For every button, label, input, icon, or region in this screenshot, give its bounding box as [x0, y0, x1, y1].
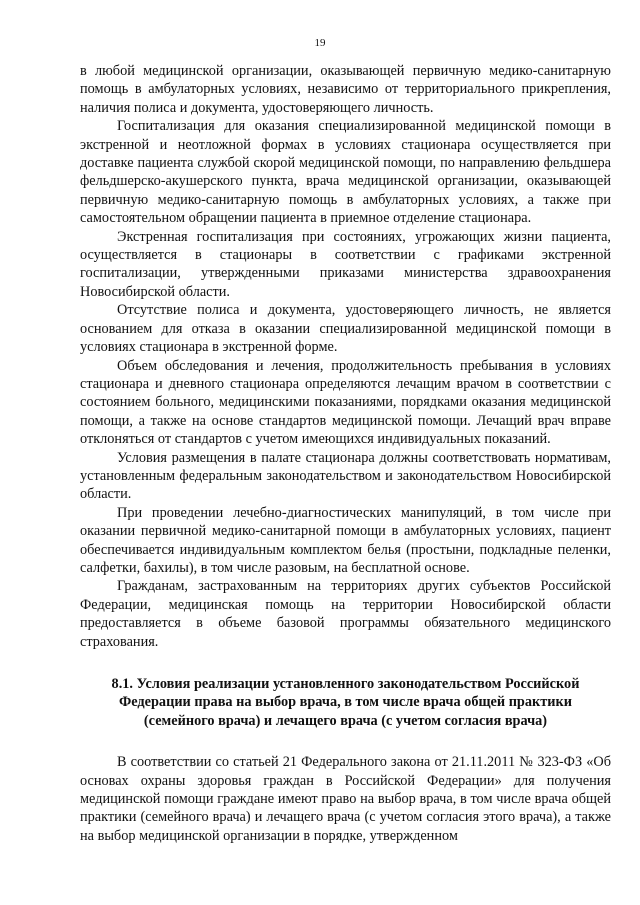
paragraph-other-regions: Гражданам, застрахованным на территориях других субъектов Российской Федерации, медицинская помощь на территории Новосибирской области предоставляется в объеме базовой программы обязательного медицинского страхования.: [80, 578, 611, 650]
paragraph-continuation: в любой медицинской организации, оказывающей первичную медико-санитарную помощь в амбулаторных условиях, независимо от территориального прикрепления, наличия полиса и документа, удостоверяющего личность.: [80, 63, 611, 116]
paragraph-hospitalization: Госпитализация для оказания специализированной медицинской помощи в экстренной и неотложной формах в условиях стационара осуществляется при доставке пациента службой скорой медицинской помощи, по направлению фельдшера фельдшерско-акушерского пункта, врача медицинской организации, оказывающей первичную медико-санитарную помощь в амбулаторных условиях, а также при самостоятельном обращении пациента в приемное отделение стационара.: [80, 118, 611, 227]
page-body: [80, 62, 611, 845]
paragraph-linen: При проведении лечебно-диагностических манипуляций, в том числе при оказании первичной медико-санитарной помощи в амбулаторных условиях, пациент обеспечивается индивидуальным комплектом белья (простыни, подкладные пеленки, салфетки, бахилы), в том числе разовым, на бесплатной основе.: [80, 504, 611, 576]
paragraph-no-policy: Отсутствие полиса и документа, удостоверяющего личность, не является основанием для отказа в оказании специализированной медицинской помощи в условиях стационара в экстренной форме.: [80, 302, 611, 356]
paragraph-treatment-scope: Объем обследования и лечения, продолжительность пребывания в условиях стационара и дневного стационара определяются лечащим врачом в соответствии с состоянием больного, медицинскими показаниями, порядками оказания медицинской помощи, а также на основе стандартов медицинской помощи. Лечащий врач вправе отклоняться от стандартов с учетом имеющихся индивидуальных показаний.: [80, 357, 611, 448]
section-paragraph: В соответствии со статьей 21 Федерального закона от 21.11.2011 № 323-ФЗ «Об основах охраны здоровья граждан в Российской Федерации» для получения медицинской помощи граждане имеют право на выбор врача, в том числе врача общей практики (семейного врача) и лечащего врача (с учетом согласия этого врача), а также на выбор медицинской организации в порядке, утвержденном: [80, 754, 611, 844]
section-heading: 8.1. Условия реализации установленного законодательством Российской Федерации права на выбор врача, в том числе врача общей практики (семейного врача) и лечащего врача (с учетом согласия врача): [111, 676, 580, 729]
paragraph-emergency-hospitalization: Экстренная госпитализация при состояниях, угрожающих жизни пациента, осуществляется в стационары в соответствии с графиками экстренной госпитализации, утвержденными приказами министерства здравоохранения Новосибирской области.: [80, 228, 611, 300]
paragraph-ward-conditions: Условия размещения в палате стационара должны соответствовать нормативам, установленным федеральным законодательством и законодательством Новосибирской области.: [80, 449, 611, 503]
page-number: 19: [314, 37, 326, 49]
